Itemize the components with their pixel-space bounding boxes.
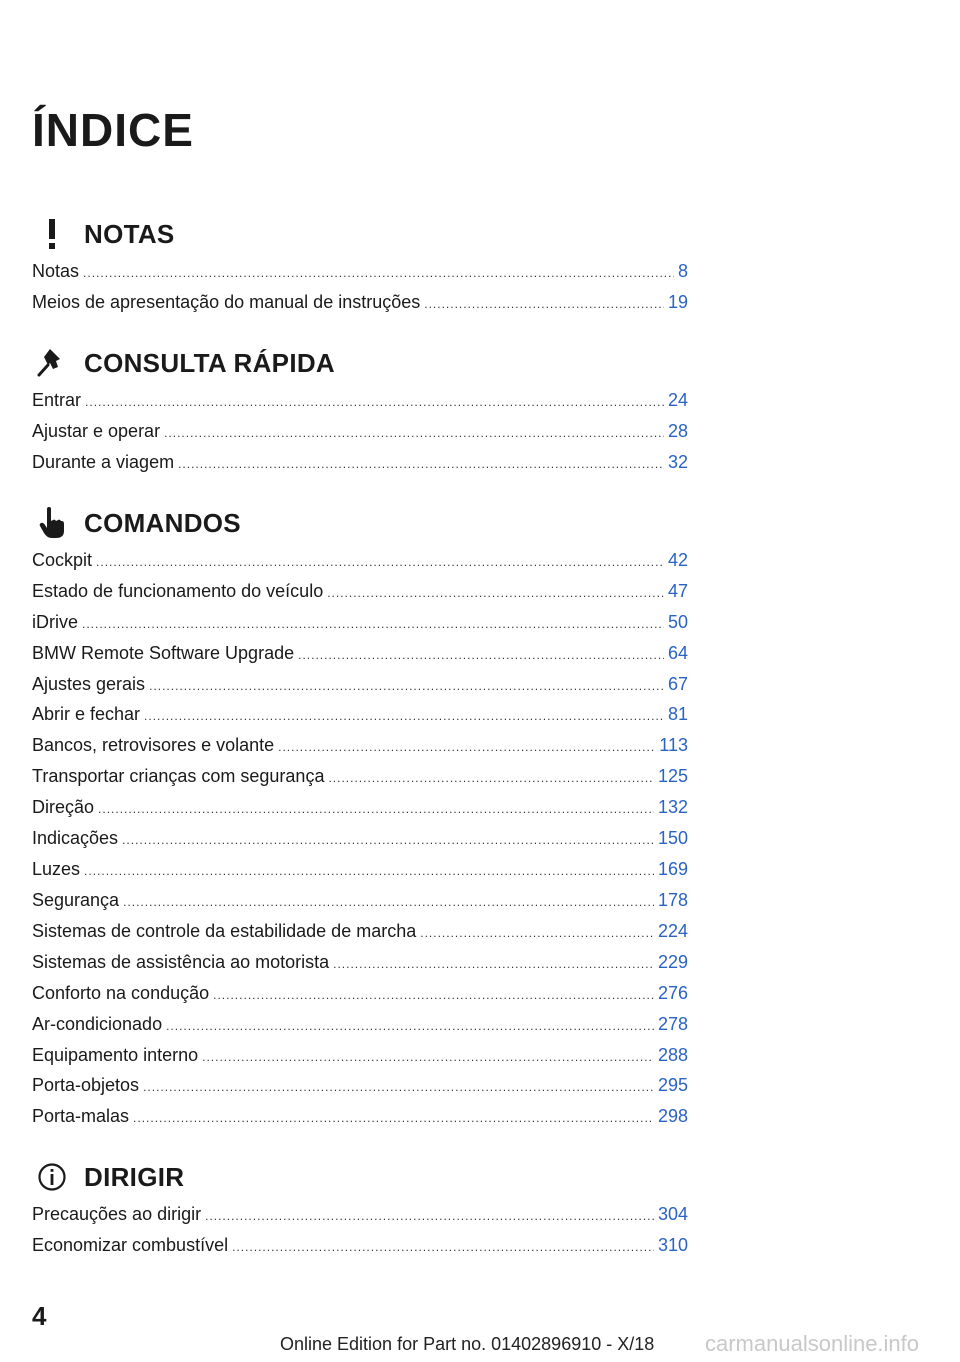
leader-dots (98, 795, 654, 823)
toc-entry[interactable] (32, 700, 688, 728)
toc-entry[interactable] (32, 1102, 688, 1130)
leader-dots (122, 826, 654, 854)
toc-entry-page-link[interactable]: 278 (657, 1014, 688, 1034)
toc-entry[interactable] (32, 577, 688, 605)
toc-entry[interactable] (32, 1041, 688, 1069)
toc-entry-label: BMW Remote Software Upgrade (32, 643, 295, 663)
leader-dots (82, 610, 664, 638)
exclamation-icon (32, 214, 72, 254)
toc-entry-label: Abrir e fechar (32, 704, 141, 724)
section-heading-comandos (32, 503, 688, 543)
toc-entry-page-link[interactable]: 113 (659, 735, 688, 755)
leader-dots (205, 1202, 654, 1230)
pin-icon (32, 343, 72, 383)
toc-entry[interactable] (32, 793, 688, 821)
toc-entry-page-link[interactable]: 81 (667, 704, 688, 724)
toc-entry-page-link[interactable]: 64 (667, 643, 688, 663)
toc-entry-label: Conforto na condução (32, 983, 210, 1003)
toc-entry-page-link[interactable]: 24 (667, 390, 688, 410)
info-circle-icon (32, 1157, 72, 1197)
toc-entry-label: Bancos, retrovisores e volante (32, 735, 275, 755)
leader-dots (144, 702, 664, 730)
toc-entry[interactable] (32, 917, 688, 945)
toc-entry[interactable] (32, 824, 688, 852)
toc-entry-label: Economizar combustível (32, 1235, 229, 1255)
toc-entry-label: Ar-condicionado (32, 1014, 163, 1034)
leader-dots (327, 579, 664, 607)
leader-dots (420, 919, 654, 947)
leader-dots (232, 1233, 654, 1261)
toc-entry[interactable] (32, 948, 688, 976)
toc-entry-label: Notas (32, 261, 80, 281)
toc-entry-page-link[interactable]: 19 (667, 292, 688, 312)
toc-entry[interactable] (32, 639, 688, 667)
toc-entry[interactable] (32, 855, 688, 883)
leader-dots (164, 419, 664, 447)
toc-entry[interactable] (32, 1200, 688, 1228)
leader-dots (298, 641, 664, 669)
watermark: carmanualsonline.info (705, 1331, 920, 1356)
toc-entry-page-link[interactable]: 28 (667, 421, 688, 441)
section-title: COMANDOS (84, 508, 241, 538)
leader-dots (96, 548, 664, 576)
toc-entry-page-link[interactable]: 132 (657, 797, 688, 817)
toc-entry-page-link[interactable]: 50 (667, 612, 688, 632)
toc-entry-label: Transportar crianças com segurança (32, 766, 325, 786)
toc-entry[interactable] (32, 608, 688, 636)
section-heading-notas (32, 214, 688, 254)
toc-entry-label: Direção (32, 797, 95, 817)
toc-entry-label: Sistemas de controle da estabilidade de marcha (32, 921, 417, 941)
leader-dots (166, 1012, 654, 1040)
leader-dots (123, 888, 654, 916)
toc-entry-page-link[interactable]: 32 (667, 452, 688, 472)
toc-entry-label: Cockpit (32, 550, 93, 570)
leader-dots (278, 733, 655, 761)
toc-entry-page-link[interactable]: 125 (657, 766, 688, 786)
leader-dots (85, 388, 664, 416)
toc-entry-label: iDrive (32, 612, 79, 632)
toc-entry[interactable] (32, 288, 688, 316)
toc-entry[interactable] (32, 417, 688, 445)
toc-entry[interactable] (32, 386, 688, 414)
toc-entry[interactable] (32, 731, 688, 759)
section-title: DIRIGIR (84, 1162, 185, 1192)
toc-entry-label: Porta-malas (32, 1106, 130, 1126)
toc-entry-label: Estado de funcionamento do veículo (32, 581, 324, 601)
toc-entry[interactable] (32, 886, 688, 914)
toc-entry[interactable] (32, 257, 688, 285)
leader-dots (424, 290, 664, 318)
toc-entry-label: Sistemas de assistência ao motorista (32, 952, 330, 972)
toc-entry-page-link[interactable]: 288 (657, 1045, 688, 1065)
toc-entry-page-link[interactable]: 67 (667, 674, 688, 694)
footer-edition-text: Online Edition for Part no. 01402896910 - X/18 (280, 1334, 655, 1354)
section-title: NOTAS (84, 219, 175, 249)
page-number: 4 (32, 1301, 47, 1331)
toc-entry[interactable] (32, 1071, 688, 1099)
leader-dots (149, 672, 664, 700)
toc-entry-label: Indicações (32, 828, 119, 848)
section-heading-dirigir (32, 1157, 688, 1197)
section-heading-consulta-rapida (32, 343, 688, 383)
leader-dots (83, 259, 674, 287)
toc-entry-page-link[interactable]: 295 (657, 1075, 688, 1095)
leader-dots (333, 950, 654, 978)
toc-entry-page-link[interactable]: 304 (657, 1204, 688, 1224)
page-title: ÍNDICE (32, 104, 194, 156)
toc-entry-label: Precauções ao dirigir (32, 1204, 202, 1224)
toc-entry-label: Equipamento interno (32, 1045, 199, 1065)
toc-entry[interactable] (32, 670, 688, 698)
toc-entry-page-link[interactable]: 169 (657, 859, 688, 879)
toc-entry-page-link[interactable]: 8 (677, 261, 688, 281)
toc-entry-label: Segurança (32, 890, 120, 910)
toc-entry-label: Ajustar e operar (32, 421, 161, 441)
leader-dots (133, 1104, 654, 1132)
toc-entry[interactable] (32, 546, 688, 574)
toc-entry-page-link[interactable]: 224 (657, 921, 688, 941)
toc-entry[interactable] (32, 979, 688, 1007)
toc-entry-page-link[interactable]: 298 (657, 1106, 688, 1126)
toc-entry[interactable] (32, 762, 688, 790)
section-title: CONSULTA RÁPIDA (84, 348, 336, 378)
leader-dots (328, 764, 653, 792)
toc-entry-label: Ajustes gerais (32, 674, 146, 694)
toc-entry-page-link[interactable]: 42 (667, 550, 688, 570)
toc-entry-page-link[interactable]: 47 (667, 581, 688, 601)
toc-entry[interactable] (32, 1231, 688, 1259)
toc-entry-label: Luzes (32, 859, 81, 879)
toc-entry-label: Durante a viagem (32, 452, 175, 472)
leader-dots (213, 981, 654, 1009)
toc-entry[interactable] (32, 448, 688, 476)
toc-entry-label: Porta-objetos (32, 1075, 140, 1095)
hand-pointer-icon (32, 503, 72, 543)
toc-entry-page-link[interactable]: 229 (657, 952, 688, 972)
toc-entry-page-link[interactable]: 310 (657, 1235, 688, 1255)
leader-dots (202, 1043, 654, 1071)
leader-dots (178, 450, 664, 478)
toc-entry-label: Meios de apresentação do manual de instruções (32, 292, 421, 312)
toc-entry-page-link[interactable]: 150 (657, 828, 688, 848)
leader-dots (143, 1073, 654, 1101)
toc-entry-page-link[interactable]: 276 (657, 983, 688, 1003)
toc-entry-label: Entrar (32, 390, 82, 410)
leader-dots (84, 857, 654, 885)
toc-entry-page-link[interactable]: 178 (657, 890, 688, 910)
toc-entry[interactable] (32, 1010, 688, 1038)
